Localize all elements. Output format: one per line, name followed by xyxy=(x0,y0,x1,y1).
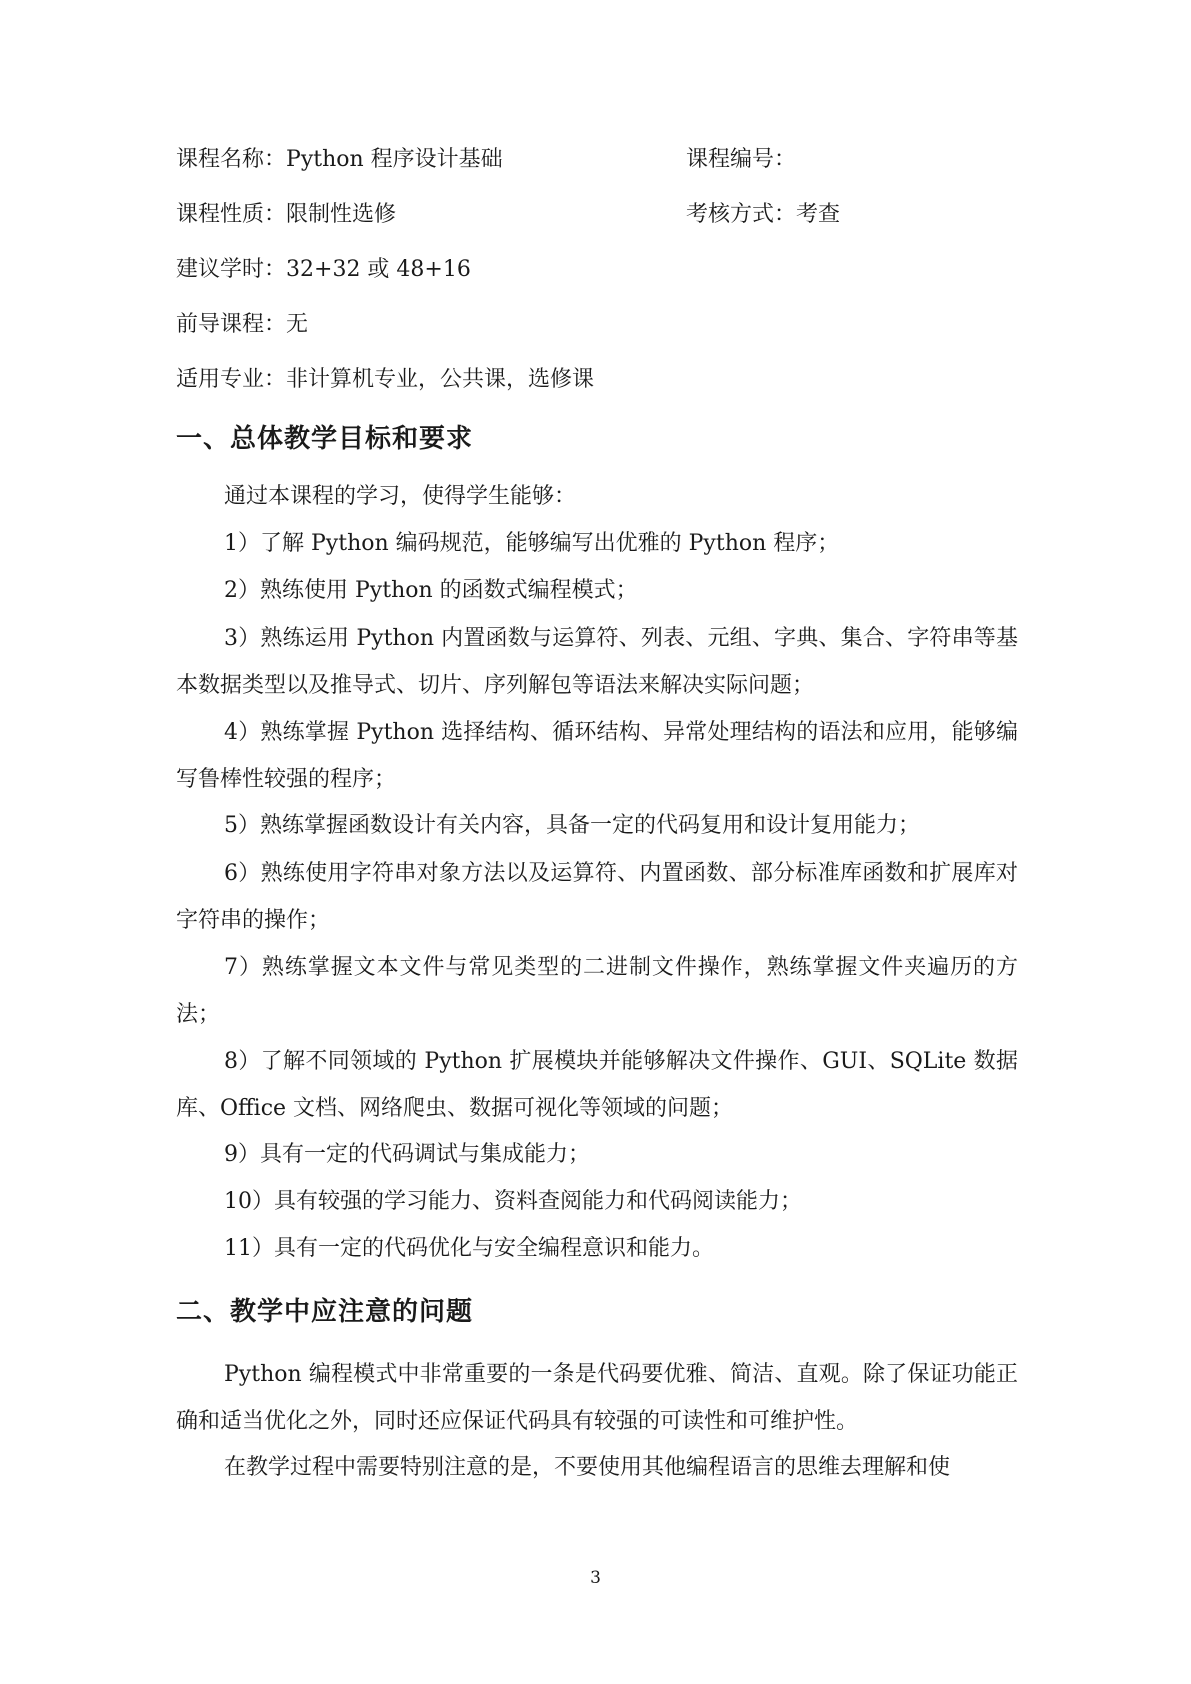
objective-item-4: 4）熟练掌握 Python 选择结构、循环结构、异常处理结构的语法和应用，能够编写鲁棒性较强的程序； xyxy=(176,720,1018,792)
section1-heading: 一、总体教学目标和要求 xyxy=(176,424,474,454)
assessment-label: 考核方式： xyxy=(686,202,797,227)
course-nature-label: 课程性质： xyxy=(176,202,287,227)
section1-intro: 通过本课程的学习，使得学生能够： xyxy=(224,484,577,509)
course-code-row xyxy=(686,145,796,175)
page-number: 3 xyxy=(590,1568,601,1588)
objective-item-6: 6）熟练使用字符串对象方法以及运算符、内置函数、部分标准库函数和扩展库对字符串的操作； xyxy=(176,861,1018,933)
objective-item-8: 8）了解不同领域的 Python 扩展模块并能够解决文件操作、GUI、SQLite 数据库、Office 文档、网络爬虫、数据可视化等领域的问题； xyxy=(176,1049,1018,1121)
course-name-label: 课程名称： xyxy=(176,147,287,172)
prereq-value: 无 xyxy=(286,312,309,337)
objective-item-3: 3）熟练运用 Python 内置函数与运算符、列表、元组、字典、集合、字符串等基本数据类型以及推导式、切片、序列解包等语法来解决实际问题； xyxy=(176,626,1018,698)
section2-paragraph-1: Python 编程模式中非常重要的一条是代码要优雅、简洁、直观。除了保证功能正确和适当优化之外，同时还应保证代码具有较强的可读性和可维护性。 xyxy=(176,1362,1018,1434)
course-name-row xyxy=(176,145,503,175)
assessment-value: 考查 xyxy=(796,202,841,227)
objective-item-7: 7）熟练掌握文本文件与常见类型的二进制文件操作，熟练掌握文件夹遍历的方法； xyxy=(176,955,1018,1027)
objective-item-5: 5）熟练掌握函数设计有关内容，具备一定的代码复用和设计复用能力； xyxy=(224,813,920,838)
section2-heading: 二、教学中应注意的问题 xyxy=(176,1297,474,1327)
hours-row xyxy=(176,255,471,285)
majors-row xyxy=(176,365,594,395)
prereq-label: 前导课程： xyxy=(176,312,287,337)
objective-item-10: 10）具有较强的学习能力、资料查阅能力和代码阅读能力； xyxy=(224,1189,802,1214)
course-nature-row xyxy=(176,200,396,230)
objective-item-11: 11）具有一定的代码优化与安全编程意识和能力。 xyxy=(224,1236,714,1261)
course-nature-value: 限制性选修 xyxy=(286,202,397,227)
objective-item-9: 9）具有一定的代码调试与集成能力； xyxy=(224,1142,590,1167)
majors-value: 非计算机专业，公共课，选修课 xyxy=(286,367,595,392)
hours-label: 建议学时： xyxy=(176,257,287,282)
objective-item-2: 2）熟练使用 Python 的函数式编程模式； xyxy=(224,578,638,603)
course-code-label: 课程编号： xyxy=(686,147,797,172)
objective-item-1: 1）了解 Python 编码规范，能够编写出优雅的 Python 程序； xyxy=(224,531,840,556)
majors-label: 适用专业： xyxy=(176,367,287,392)
hours-value: 32+32 或 48+16 xyxy=(286,257,471,282)
assessment-row xyxy=(686,200,840,230)
section2-paragraph-2: 在教学过程中需要特别注意的是，不要使用其他编程语言的思维去理解和使 xyxy=(224,1455,951,1480)
course-name-value: Python 程序设计基础 xyxy=(286,147,503,172)
prereq-row xyxy=(176,310,308,340)
